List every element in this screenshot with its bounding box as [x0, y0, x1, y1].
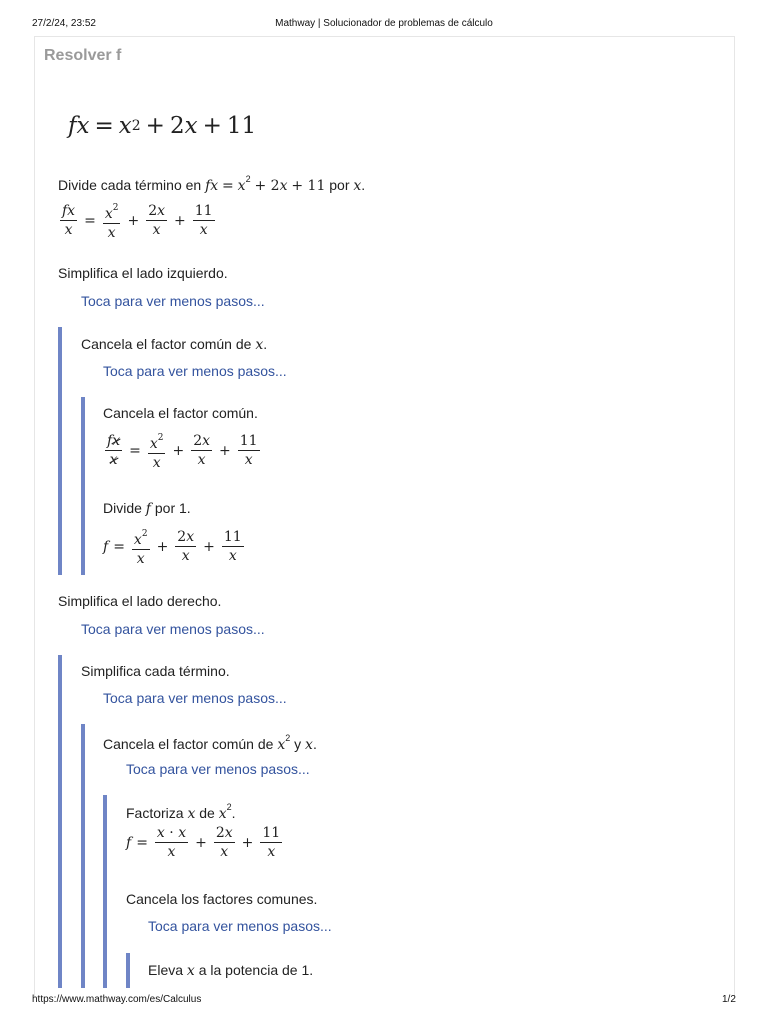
step-divide-each-term: Divide cada término en fx = $x^2 + 2x + 11$ por x.: [58, 174, 366, 194]
step-divide-f: Divide f por 1.: [103, 500, 191, 517]
problem-title: Resolver f: [44, 47, 122, 64]
print-datetime: 27/2/24, 23:52: [32, 18, 96, 29]
substep-bar-level2-a: [81, 397, 85, 575]
equation-divided: $\frac{fx}{x}$ = $\frac{x^2}{x}$ + $\frac{2x}{x}$ + $\frac{11}{x}$: [58, 200, 217, 241]
step-simplify-right: Simplifica el lado derecho.: [58, 593, 222, 609]
equation-cancelled: $\frac{fx}{x}$ = $\frac{x^2}{x}$ + $\frac{2x}{x}$ + $\frac{11}{x}$: [103, 430, 262, 471]
substep-bar-level4: [126, 953, 130, 988]
main-equation: fx = x 2 + 2 x + 11: [68, 113, 257, 139]
substep-bar-level3: [103, 795, 107, 988]
step-raise-power: Eleva x a la potencia de 1.: [148, 962, 314, 979]
substep-bar-level1-a: [58, 327, 62, 575]
print-page-number: 1/2: [722, 994, 736, 1005]
step-cancel-common-factor: Cancela el factor común.: [103, 405, 258, 421]
show-less-steps-link-1[interactable]: Toca para ver menos pasos...: [81, 293, 265, 309]
step-cancel-common-factors: Cancela los factores comunes.: [126, 891, 318, 907]
print-page-title: Mathway | Solucionador de problemas de cálculo: [275, 18, 493, 29]
print-url: https://www.mathway.com/es/Calculus: [32, 994, 202, 1005]
show-less-steps-link-6[interactable]: Toca para ver menos pasos...: [148, 918, 332, 934]
step-simplify-left: Simplifica el lado izquierdo.: [58, 265, 228, 281]
step-simplify-each-term: Simplifica cada término.: [81, 663, 230, 679]
show-less-steps-link-2[interactable]: Toca para ver menos pasos...: [103, 363, 287, 379]
equation-factored: f = $\frac{x \cdot x}{x}$ + $\frac{2x}{x}$ + $\frac{11}{x}$: [126, 825, 281, 860]
step-factor-x: Factoriza x de $x^2$.: [126, 802, 236, 822]
show-less-steps-link-4[interactable]: Toca para ver menos pasos...: [103, 690, 287, 706]
equation-f: f = $\frac{x^2}{x}$ + $\frac{2x}{x}$ + $\frac{11}{x}$: [103, 526, 246, 567]
step-cancel-common-factor-x: Cancela el factor común de x.: [81, 336, 268, 353]
show-less-steps-link-3[interactable]: Toca para ver menos pasos...: [81, 621, 265, 637]
show-less-steps-link-5[interactable]: Toca para ver menos pasos...: [126, 761, 310, 777]
substep-bar-level2-b: [81, 724, 85, 988]
step-cancel-common-factor-x2: Cancela el factor común de $x^2$ y x.: [103, 733, 317, 753]
substep-bar-level1-b: [58, 655, 62, 988]
